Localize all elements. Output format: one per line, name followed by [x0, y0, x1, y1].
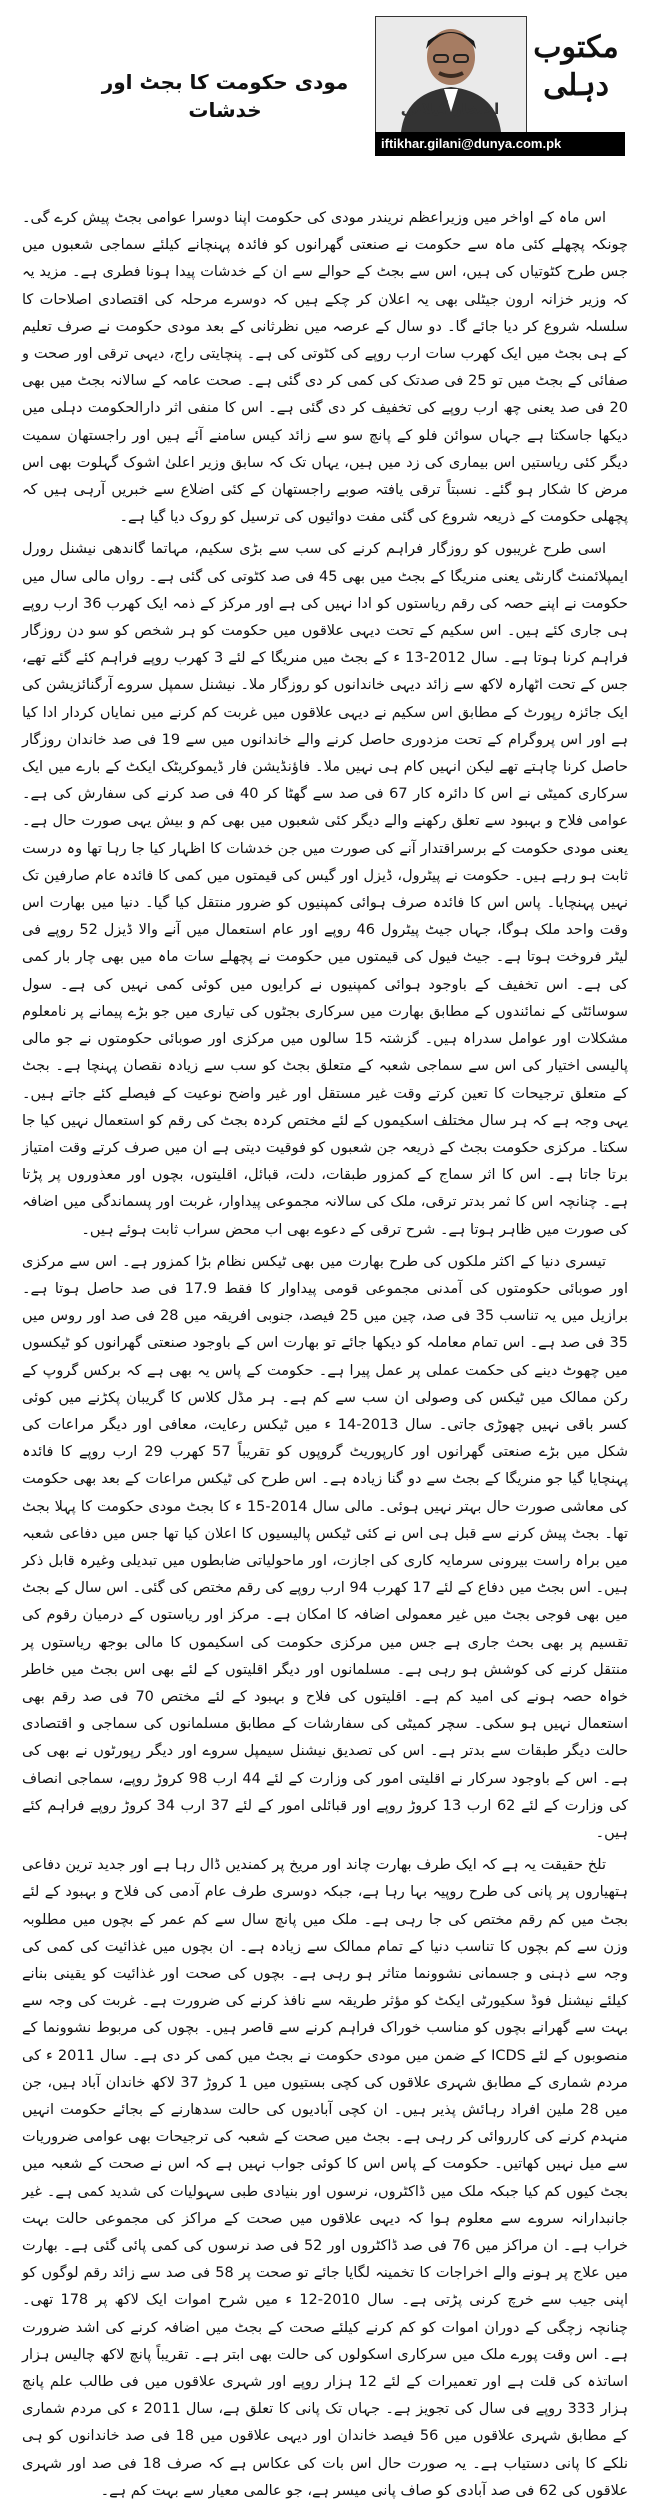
author-email: iftikhar.gilani@dunya.com.pk [375, 132, 625, 156]
column-logo [527, 16, 625, 131]
article-body [22, 205, 629, 2499]
article-paragraph-1: اس ماہ کے اواخر میں وزیراعظم نریندر مودی کی حکومت اپنا دوسرا عوامی بجٹ پیش کرے گی۔ چونکہ پچھلے کئی ماہ سے حکومت نے صنعتی گھرانوں کو فائدہ پہنچانے کیلئے سماجی شعبوں میں جس طرح کٹوتیاں کی ہیں، اس سے بجٹ کے حوالے سے ان کے خدشات پیدا ہونا فطری ہے۔ مزید یہ کہ وزیر خزانہ ارون جیٹلی بھی یہ اعلان کر چکے ہیں کہ دوسرے مرحلہ کی اقتصادی اصلاحات کا سلسلہ شروع کر دیا جائے گا۔ دو سال کے عرصہ میں نظرثانی کے بعد مودی حکومت نے صرف تعلیم کے ہی بجٹ میں ایک کھرب سات ارب روپے کی کٹوتی کی ہے۔ پنچایتی راج، دیہی ترقی اور صحت و صفائی کے بجٹ میں تو 25 فی صدتک کی کمی کر دی گئی ہے۔ صحت عامہ کے سالانہ بجٹ میں بھی 20 فی صد یعنی چھ ارب روپے کی تخفیف کر دی گئی ہے۔ اس کا منفی اثر دارالحکومت دہلی میں دیکھا جاسکتا ہے جہاں سوائن فلو کے پانچ سو سے زائد کیس سامنے آئے ہیں اور راجستھان سمیت دیگر کئی ریاستیں اس بیماری کی زد میں ہیں، یہاں تک کہ سابق وزیر اعلیٰ اشوک گہلوت بھی اس مرض کا شکار ہو گئے۔ نسبتاً ترقی یافتہ صوبے راجستھان کے کئی اضلاع سے خبریں آرہی ہیں کہ پچھلی حکومت کے ذریعہ شروع کی گئی مفت دوائیوں کی ترسیل کو روک دیا گیا ہے۔ [22, 210, 628, 526]
article-paragraph-2: اسی طرح غریبوں کو روزگار فراہم کرنے کی سب سے بڑی سکیم، مہاتما گاندھی نیشنل رورل ایمپلائمنٹ گارنٹی یعنی منریگا کے بجٹ میں بھی 45 فی صد کٹوتی کی گئی ہے۔ رواں مالی سال میں حکومت نے اپنے حصہ کی رقم ریاستوں کو ادا نہیں کی ہے اور مرکز کے ذمہ ایک کھرب 36 ارب روپے ہی جاری کئے ہیں۔ اس سکیم کے تحت دیہی علاقوں میں حکومت کو ہر شخص کو سو دن روزگار فراہم کرنا ہوتا ہے۔ سال 2012-13 ء کے بجٹ میں منریگا کے لئے 3 کھرب روپے فراہم کئے گئے تھے، جس کے تحت اٹھارہ لاکھ سے زائد دیہی خاندانوں کو روزگار ملا۔ نیشنل سمپل سروے آرگنائزیشن کی ایک جائزہ رپورٹ کے مطابق اس سکیم نے دیہی علاقوں میں غربت کم کرنے میں نمایاں کردار ادا کیا ہے اور اس پروگرام کے تحت مزدوری حاصل کرنے والے خاندانوں میں سے 19 فی صد خاندان روزگار حاصل کرنا چاہتے تھے لیکن انہیں کام ہی نہیں ملا۔ فاؤنڈیشن فار ڈیموکریٹک ایکٹ کے بارے میں ایک سرکاری کمیٹی نے اس کا دائرہ کار 67 فی صد سے گھٹا کر 40 فی صد کرنے کی سفارش کی ہے۔ عوامی فلاح و بہبود سے تعلق رکھنے والے دیگر کئی شعبوں میں بھی کم و بیش یہی صورت حال ہے۔ یعنی مودی حکومت کے برسراقتدار آنے کی صورت میں جن خدشات کا اظہار کیا جا رہا تھا وہ درست ثابت ہو رہے ہیں۔ حکومت نے پیٹرول، ڈیزل اور گیس کی قیمتوں میں کمی کا فائدہ عام صارفین تک نہیں پہنچایا۔ پاس اس کا فائدہ صرف ہوائی کمپنیوں کو ضرور منتقل کیا گیا۔ دنیا میں بھارت اس وقت واحد ملک ہوگا، جہاں جیٹ پیٹرول 46 روپے اور عام استعمال میں آنے والا ڈیزل 52 روپے فی لیٹر فروخت ہوتا ہے۔ جیٹ فیول کی قیمتوں میں حکومت نے پچھلے سات ماہ میں بھی چار بار کمی کی ہے۔ اس تخفیف کے باوجود ہوائی کمپنیوں نے کرایوں میں کوئی کمی نہیں کی ہے۔ سول سوسائٹی کے نمائندوں کے مطابق بھارت میں سرکاری بجٹوں کی تیاری میں جو بڑے پیمانے پر نامعلوم مشکلات اور عوامل سدراہ ہیں۔ گزشتہ 15 سالوں میں مرکزی اور صوبائی حکومتوں نے جو مالی پالیسی اختیار کی اس سے سماجی شعبہ کے متعلق بجٹ کو سب سے زیادہ نقصان پہنچا ہے۔ بجٹ کے متعلق ترجیحات کا تعین کرتے وقت غیر مستقل اور غیر واضح نوعیت کے فیصلے کئے جاتے ہیں۔ یہی وجہ ہے کہ ہر سال مختلف اسکیموں کے لئے مختص کردہ بجٹ کی رقم کو استعمال نہیں کیا جا سکتا۔ مرکزی حکومت بجٹ کے ذریعہ جن شعبوں کو فوقیت دیتی ہے ان میں صرف کرتے وقت امتیاز برتا جاتا ہے۔ اس کا اثر سماج کے کمزور طبقات، دلت، قبائل، اقلیتوں، بچوں اور معذوروں پر پڑتا ہے۔ چنانچہ اس کا ثمر بدتر ترقی، ملک کی سالانہ مجموعی پیداوار، غربت اور پسماندگی میں اضافہ کی صورت میں ظاہر ہوتا ہے۔ شرح ترقی کے دعوے بھی اب محض سراب ثابت ہوئے ہیں۔ [22, 541, 629, 1238]
logo-line-2: دہلی [543, 68, 609, 103]
author-name: افتخار گیلانی [400, 100, 500, 118]
column-headline: مودی حکومت کا بجٹ اور خدشات [101, 70, 349, 122]
logo-line-1: مکتوب [533, 30, 619, 65]
column-header [0, 10, 650, 190]
article-paragraph-4: تلخ حقیقت یہ ہے کہ ایک طرف بھارت چاند اور مریخ پر کمندیں ڈال رہا ہے اور جدید ترین دفاعی ہتھیاروں پر پانی کی طرح روپیہ بہا رہا ہے، جبکہ دوسری طرف عام آدمی کی فلاح و بہبود کے لئے بجٹ میں کم رقم مختص کی جا رہی ہے۔ ملک میں پانچ سال سے کم عمر کے بچوں میں مطلوبہ وزن سے کم بچوں کا تناسب دنیا کے تمام ممالک سے زیادہ ہے۔ ان بچوں میں غذائیت کی کمی کی وجہ سے ذہنی و جسمانی نشوونما متاثر ہو رہی ہے۔ بچوں کی صحت اور غذائیت کو یقینی بنانے کیلئے نیشنل فوڈ سکیورٹی ایکٹ کو مؤثر طریقہ سے نافذ کرنے کی ضرورت ہے۔ غربت کی وجہ سے بہت سے گھرانے بچوں کو مناسب خوراک فراہم کرنے سے قاصر ہیں۔ بچوں کی مربوط نشوونما کے منصوبوں کے لئے ICDS کے ضمن میں مودی حکومت نے بجٹ میں کمی کر دی ہے۔ سال 2011 ء کی مردم شماری کے مطابق شہری علاقوں کی کچی بستیوں میں 1 کروڑ 37 لاکھ خاندان آباد ہیں، جن میں 28 ملین افراد رہائش پذیر ہیں۔ ان کچی آبادیوں کی حالت سدھارنے کے بجائے حکومت انہیں منہدم کرنے کی کارروائی کر رہی ہے۔ بجٹ میں صحت کے شعبہ کی ترجیحات بھی عوامی ضروریات سے میل نہیں کھاتیں۔ حکومت کے پاس اس کا کوئی جواب نہیں ہے کہ اس نے صحت کے شعبہ میں بجٹ کیوں کم کیا جبکہ ملک میں ڈاکٹروں، نرسوں اور بنیادی طبی سہولیات کی شدید کمی ہے۔ غیر جانبدارانہ سروے سے معلوم ہوا کہ دیہی علاقوں میں صحت کے مراکز کی مجموعی حالت بہت خراب ہے۔ ان مراکز میں 76 فی صد ڈاکٹروں اور 52 فی صد نرسوں کی کمی پائی گئی ہے۔ بھارت میں علاج پر ہونے والے اخراجات کا تخمینہ لگایا جائے تو صحت پر 58 فی صد سے زائد رقم لوگوں کو اپنی جیب سے خرچ کرنی پڑتی ہے۔ سال 2010-12 ء میں شرح اموات ایک لاکھ پر 178 تھی۔ چنانچہ زچگی کے دوران اموات کو کم کرنے کیلئے صحت کے بجٹ میں اضافہ کرنے کی اشد ضرورت ہے۔ اس وقت پورے ملک میں سرکاری اسکولوں کی حالت بھی ابتر ہے۔ تقریباً پانچ لاکھ چالیس ہزار اساتذہ کی قلت ہے اور تعمیرات کے لئے 12 ہزار روپے اور شہری علاقوں میں فی طالب علم پانچ ہزار 333 روپے فی سال کی تجویز ہے۔ جہاں تک پانی کا تعلق ہے، سال 2011 ء کی مردم شماری کے مطابق شہری علاقوں میں 56 فیصد خاندان اور دیہی علاقوں میں 18 فی صد خاندانوں کو ہی نلکے کا پانی دستیاب ہے۔ یہ صورت حال اس بات کی عکاس ہے کہ صرف 18 فی صد اور شہری علاقوں کی 62 فی صد آبادی کو صاف پانی میسر ہے، جو عالمی معیار سے بہت کم ہے۔ [22, 1857, 629, 2499]
article-paragraph-3: تیسری دنیا کے اکثر ملکوں کی طرح بھارت میں بھی ٹیکس نظام بڑا کمزور ہے۔ اس سے مرکزی اور صوبائی حکومتوں کی آمدنی مجموعی قومی پیداوار کا فقط 17.9 فی صد حاصل ہوتا ہے۔ برازیل میں یہ تناسب 35 فی صد، چین میں 25 فیصد، جنوبی افریقہ میں 28 فی صد اور روس میں 35 فی صد ہے۔ اس تمام معاملہ کو دیکھا جائے تو بھارت اس کے باوجود صنعتی گھرانوں کو ٹیکسوں میں چھوٹ دینے کی حکمت عملی پر عمل پیرا ہے۔ حکومت کے پاس یہ بھی ہے کہ برکس گروپ کے رکن ممالک میں ٹیکس کی وصولی ان سب سے کم ہے۔ ہر مڈل کلاس کا گریبان پکڑنے میں کوئی کسر باقی نہیں چھوڑی جاتی۔ سال 2013-14 ء میں ٹیکس رعایت، معافی اور دیگر مراعات کی شکل میں بڑے صنعتی گھرانوں اور کارپوریٹ گروپوں کو تقریباً 57 کھرب 29 ارب روپے کا فائدہ پہنچایا گیا جو منریگا کے بجٹ سے دو گنا زیادہ ہے۔ اس طرح کی ٹیکس مراعات کے بعد بھی حکومت کی معاشی صورت حال بہتر نہیں ہوئی۔ مالی سال 2014-15 ء کا بجٹ مودی حکومت کا پہلا بجٹ تھا۔ بجٹ پیش کرنے سے قبل ہی اس نے کئی ٹیکس پالیسیوں کا اعلان کیا تھا جس میں دفاعی شعبہ میں براہ راست بیرونی سرمایہ کاری کی اجازت، اور ماحولیاتی ضابطوں میں تبدیلی وغیرہ قابل ذکر ہیں۔ اس بجٹ میں دفاع کے لئے 17 کھرب 94 ارب روپے کی رقم مختص کی گئی۔ اس سال کے بجٹ میں بھی فوجی بجٹ میں غیر معمولی اضافہ کا امکان ہے۔ مرکز اور ریاستوں کے درمیان رقوم کی تقسیم پر بھی بحث جاری ہے جس میں مرکزی حکومت کی اسکیموں کا مالی بوجھ ریاستوں پر منتقل کرنے کی کوشش ہو رہی ہے۔ مسلمانوں اور دیگر اقلیتوں کے لئے بھی اس بجٹ میں خاطر خواہ حصہ ہونے کی امید کم ہے۔ اقلیتوں کی فلاح و بہبود کے لئے مختص 70 فی صد رقم بھی استعمال نہیں ہو سکی۔ سچر کمیٹی کی سفارشات کے مطابق مسلمانوں کی سماجی و اقتصادی حالت دیگر طبقات سے بدتر ہے۔ اس کی تصدیق نیشنل سیمپل سروے اور دیگر رپورٹوں نے بھی کی ہے۔ اس کے باوجود سرکار نے اقلیتی امور کی وزارت کے لئے 44 ارب 98 کروڑ روپے، سماجی انصاف کی وزارت کے لئے 62 ارب 13 کروڑ روپے اور قبائلی امور کے لئے 37 ارب 34 کروڑ روپے فراہم کئے ہیں۔ [22, 1253, 629, 1841]
